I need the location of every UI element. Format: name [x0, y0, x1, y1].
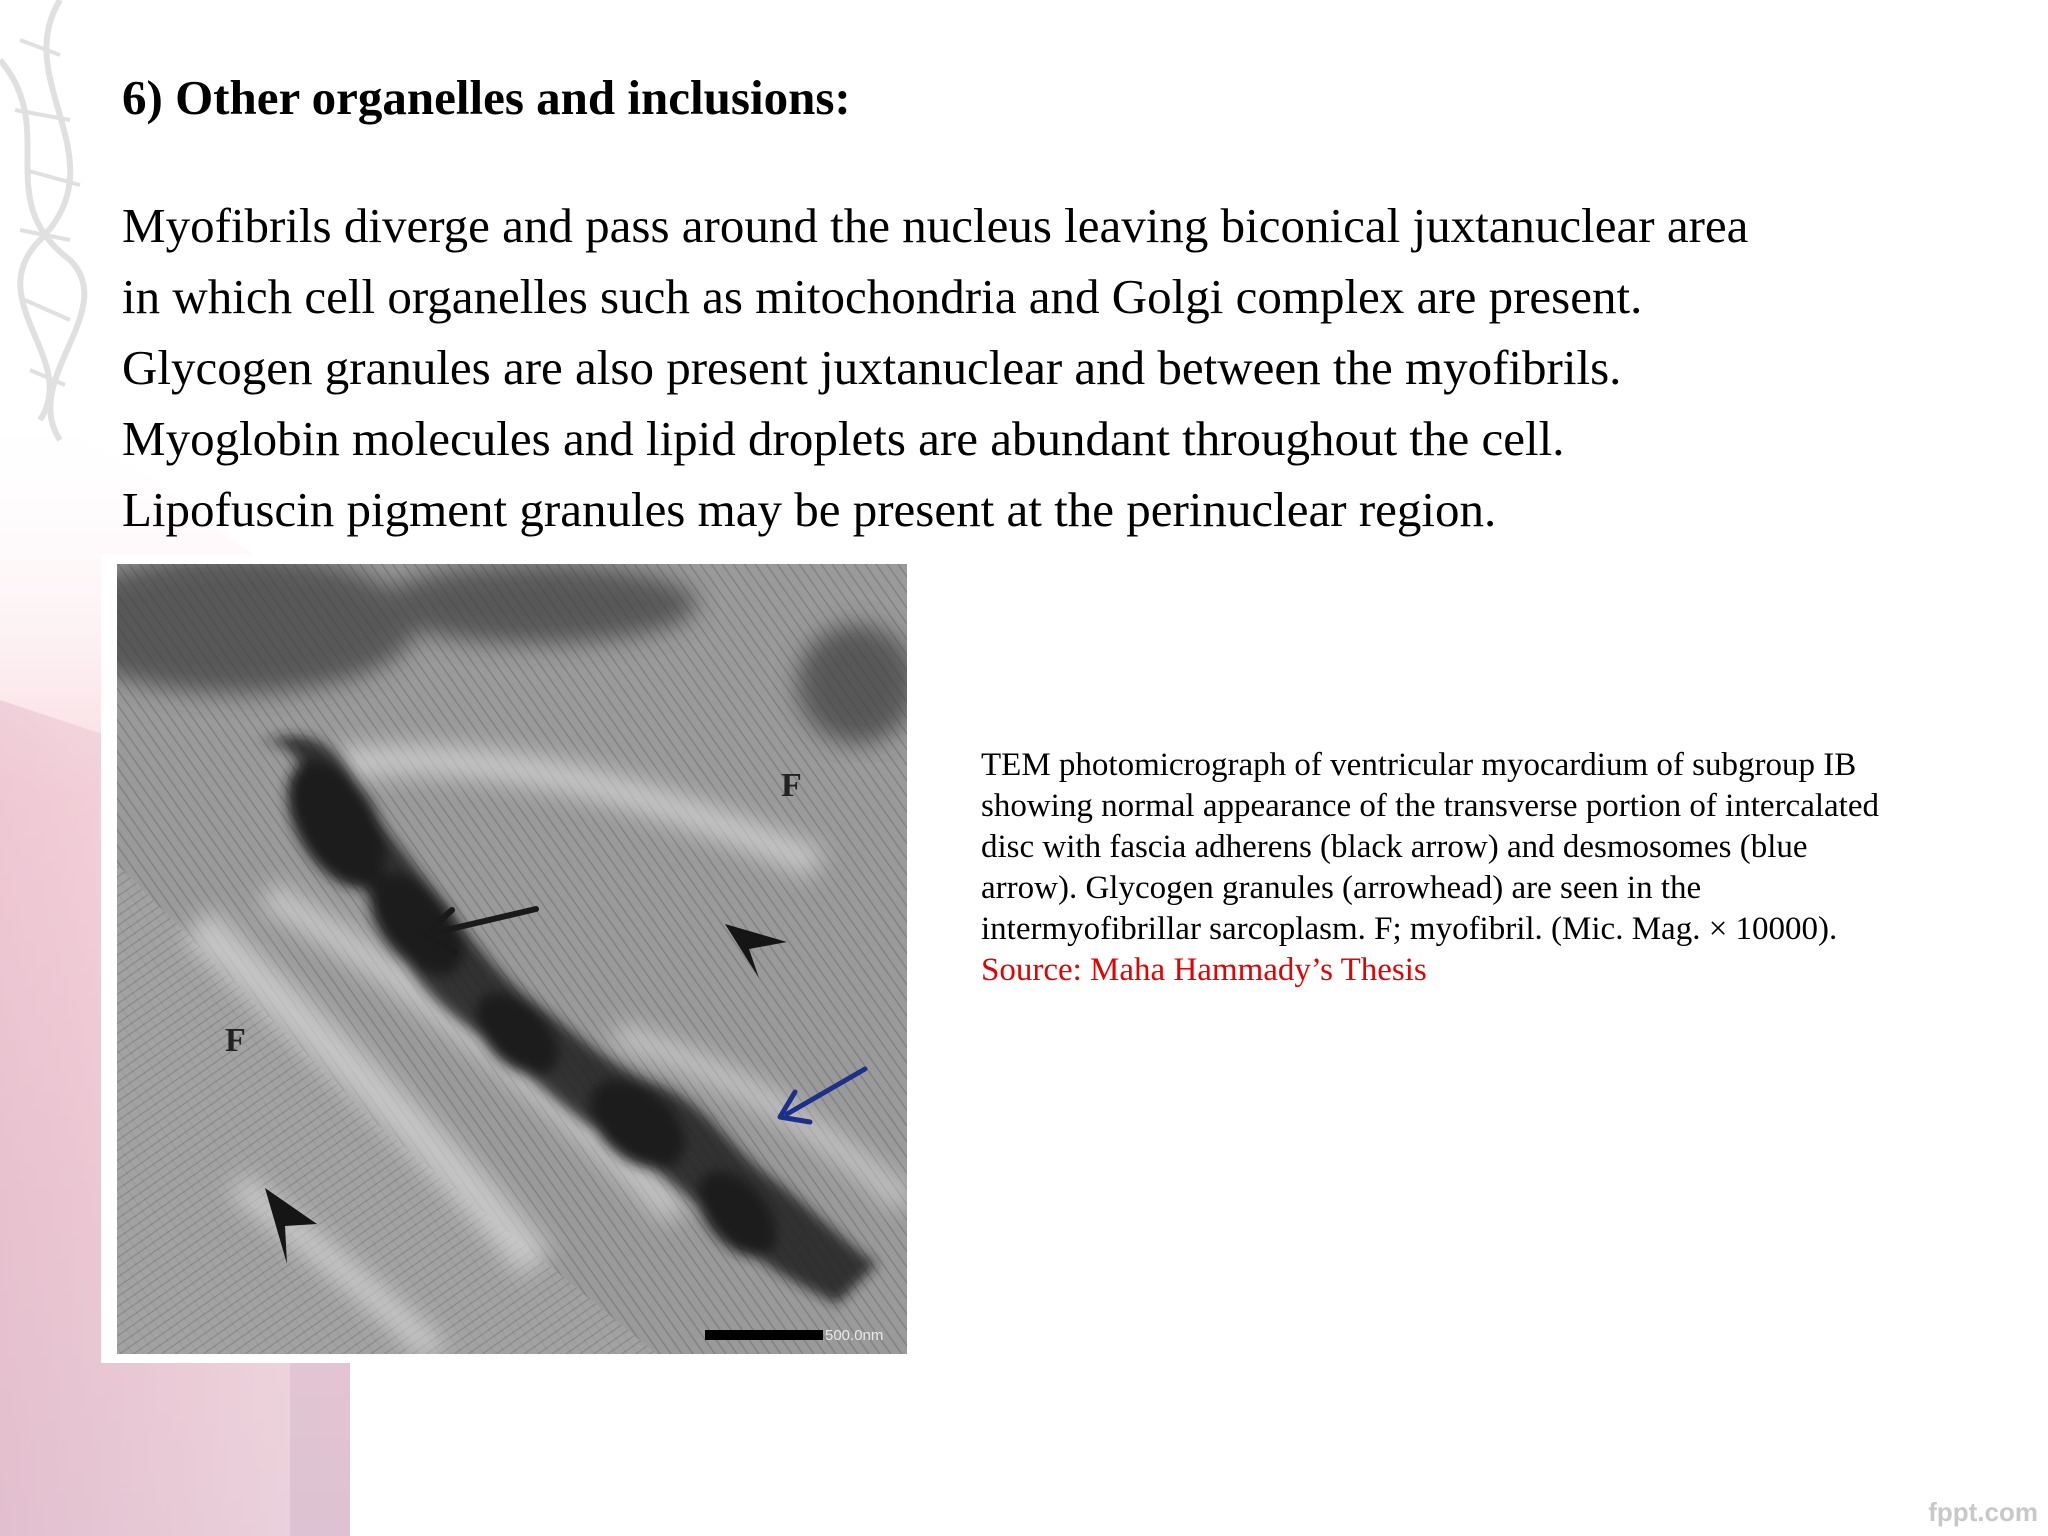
- fibril-label-left: F: [225, 1022, 246, 1059]
- watermark: fppt.com: [1928, 1497, 2038, 1527]
- figure-caption: [981, 745, 1981, 991]
- fibril-label-top: F: [781, 767, 802, 804]
- scale-bar: [705, 1330, 823, 1340]
- caption-source: Source: Maha Hammady’s Thesis: [981, 952, 1427, 988]
- scale-bar-label: 500.0nm: [825, 1327, 884, 1344]
- body-line: in which cell organelles such as mitochondria and Golgi complex are present.: [122, 269, 1643, 324]
- tem-micrograph-image: [117, 564, 907, 1354]
- dna-strand-icon: [0, 0, 84, 440]
- caption-line: TEM photomicrograph of ventricular myocardium of subgroup IB: [981, 747, 1857, 783]
- body-line: Lipofuscin pigment granules may be present at the perinuclear region.: [122, 482, 1497, 537]
- body-line: Glycogen granules are also present juxtanuclear and between the myofibrils.: [122, 340, 1622, 395]
- body-line: Myofibrils diverge and pass around the nucleus leaving biconical juxtanuclear area: [122, 198, 1749, 253]
- micrograph-frame: [101, 555, 909, 1363]
- slide-title: 6) Other organelles and inclusions:: [122, 70, 851, 125]
- body-paragraph: [122, 190, 2002, 545]
- caption-line: intermyofibrillar sarcoplasm. F; myofibril. (Mic. Mag. × 10000).: [981, 911, 1838, 947]
- body-line: Myoglobin molecules and lipid droplets are abundant throughout the cell.: [122, 411, 1565, 466]
- caption-line: arrow). Glycogen granules (arrowhead) are seen in the: [981, 870, 1702, 906]
- caption-line: showing normal appearance of the transverse portion of intercalated: [981, 788, 1879, 824]
- caption-line: disc with fascia adherens (black arrow) and desmosomes (blue: [981, 829, 1808, 865]
